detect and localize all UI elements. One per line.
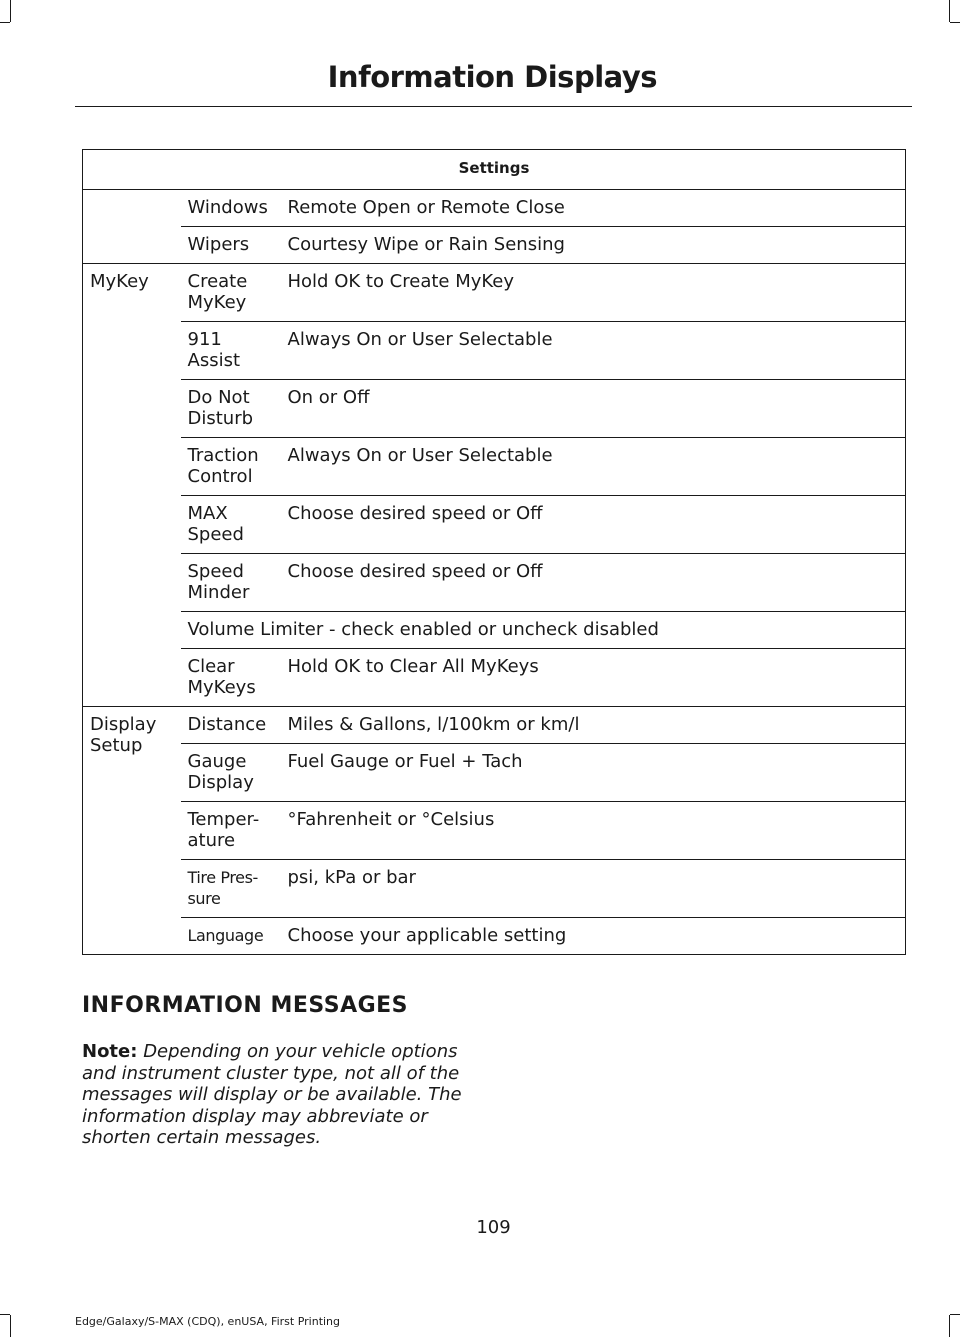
note-label: Note: (82, 1041, 138, 1062)
page-title: Information Displays (327, 60, 657, 94)
table-row (83, 802, 906, 860)
setting-item: Speed Minder (181, 554, 281, 612)
page-number: 109 (476, 1217, 511, 1238)
crop-mark (950, 22, 960, 23)
edition-footer: Edge/Galaxy/S-MAX (CDQ), enUSA, First Printing (75, 1315, 341, 1328)
setting-item: Temper-ature (181, 802, 281, 860)
setting-item: Tire Pres-sure (181, 860, 281, 918)
section-heading: INFORMATION MESSAGES (82, 993, 409, 1018)
group-label: Display Setup (83, 707, 181, 955)
table-row (83, 264, 906, 322)
setting-item: Gauge Display (181, 744, 281, 802)
setting-value: Volume Limiter - check enabled or uncheck disabled (181, 612, 906, 649)
setting-item: MAX Speed (181, 496, 281, 554)
setting-value: Always On or User Selectable (281, 322, 906, 380)
setting-item: 911 Assist (181, 322, 281, 380)
crop-mark (10, 1315, 11, 1337)
note-paragraph (82, 1041, 474, 1149)
table-row (83, 322, 906, 380)
table-row (83, 380, 906, 438)
setting-value: Choose your applicable setting (281, 918, 906, 955)
setting-value: °Fahrenheit or °Celsius (281, 802, 906, 860)
setting-item: Traction Control (181, 438, 281, 496)
setting-item: Do Not Disturb (181, 380, 281, 438)
setting-value: Remote Open or Remote Close (281, 190, 906, 227)
setting-item: Language (181, 918, 281, 955)
setting-value: Hold OK to Create MyKey (281, 264, 906, 322)
setting-value: Courtesy Wipe or Rain Sensing (281, 227, 906, 264)
crop-mark (0, 1314, 10, 1315)
table-row (83, 612, 906, 649)
crop-mark (10, 0, 11, 22)
setting-value: On or Off (281, 380, 906, 438)
setting-value: Hold OK to Clear All MyKeys (281, 649, 906, 707)
table-row (83, 918, 906, 955)
table-row (83, 227, 906, 264)
setting-item: Distance (181, 707, 281, 744)
table-row (83, 707, 906, 744)
setting-value: Always On or User Selectable (281, 438, 906, 496)
table-row (83, 649, 906, 707)
setting-item: Create MyKey (181, 264, 281, 322)
table-row (83, 496, 906, 554)
header-divider (75, 106, 912, 107)
setting-value: Fuel Gauge or Fuel + Tach (281, 744, 906, 802)
setting-value: psi, kPa or bar (281, 860, 906, 918)
setting-value: Miles & Gallons, l/100km or km/l (281, 707, 906, 744)
crop-mark (949, 0, 950, 22)
table-row (83, 744, 906, 802)
crop-mark (0, 22, 10, 23)
setting-value: Choose desired speed or Off (281, 554, 906, 612)
group-label: MyKey (83, 264, 181, 707)
group-label (83, 190, 181, 264)
note-text: Depending on your vehicle options and instrument cluster type, not all of the messages will display or be available. The information display may abbreviate or shorten certain messages. (82, 1041, 462, 1148)
table-row (83, 554, 906, 612)
crop-mark (950, 1314, 960, 1315)
settings-table (82, 149, 906, 955)
table-row (83, 190, 906, 227)
setting-item: Windows (181, 190, 281, 227)
crop-mark (949, 1315, 950, 1337)
setting-item: Wipers (181, 227, 281, 264)
table-row (83, 860, 906, 918)
table-row (83, 438, 906, 496)
setting-value: Choose desired speed or Off (281, 496, 906, 554)
table-title: Settings (83, 150, 906, 190)
setting-item: Clear MyKeys (181, 649, 281, 707)
